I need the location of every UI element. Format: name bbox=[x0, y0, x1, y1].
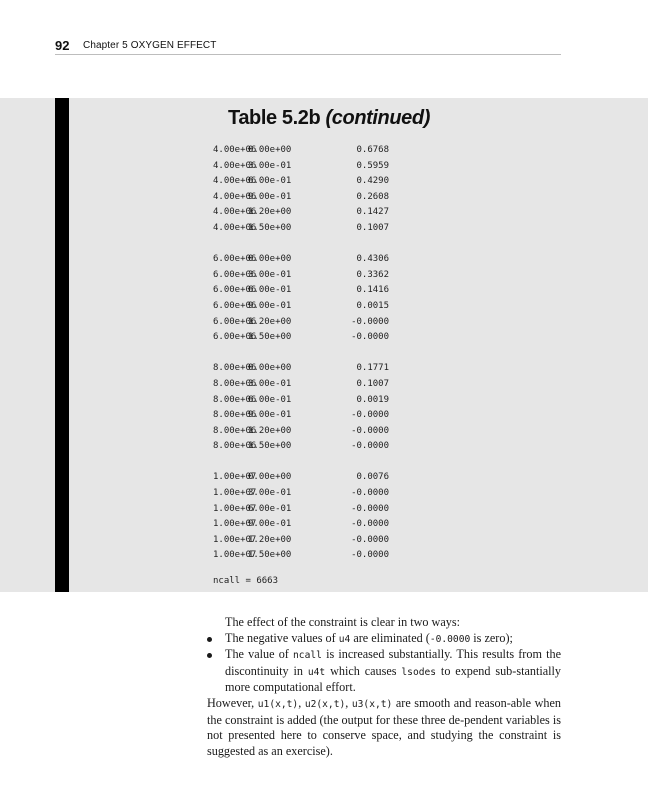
chapter-title: Chapter 5 OXYGEN EFFECT bbox=[83, 40, 217, 51]
u4-value: 0.1771 bbox=[356, 363, 389, 374]
bullet-item bbox=[207, 647, 561, 696]
u4-value: 0.4290 bbox=[356, 176, 389, 187]
table-row bbox=[213, 315, 473, 331]
table-row bbox=[213, 143, 473, 159]
u4-value: -0.0000 bbox=[351, 332, 389, 343]
t-value: 3.00e-01 bbox=[248, 488, 292, 499]
table-title bbox=[228, 107, 430, 130]
text-run: However, bbox=[207, 695, 258, 710]
u4-value: 0.0076 bbox=[356, 472, 389, 483]
x-value: 6.00e+06 bbox=[213, 285, 257, 296]
x-value: 4.00e+06 bbox=[213, 145, 257, 155]
x-value: 8.00e+06 bbox=[213, 363, 257, 374]
u4-value: 0.1427 bbox=[356, 207, 389, 218]
x-value: 1.00e+07 bbox=[213, 519, 257, 530]
x-value: 6.00e+06 bbox=[213, 254, 257, 265]
x-value: 8.00e+06 bbox=[213, 378, 257, 389]
text-run: to expend sub-stantially more computational effort. bbox=[225, 663, 562, 695]
ncall-line: ncall = 6663 bbox=[213, 576, 279, 586]
table-row bbox=[213, 190, 473, 206]
text-run: The negative values of bbox=[225, 630, 339, 645]
x-value: 8.00e+06 bbox=[213, 425, 257, 436]
x-value: 4.00e+06 bbox=[213, 176, 257, 187]
t-value: 9.00e-01 bbox=[248, 519, 292, 530]
t-value: 0.00e+00 bbox=[248, 254, 292, 265]
inline-code: ncall bbox=[293, 650, 322, 662]
bullet-item bbox=[207, 631, 561, 648]
x-value: 1.00e+07 bbox=[213, 503, 257, 514]
x-value: 6.00e+06 bbox=[213, 269, 257, 280]
table-row bbox=[213, 502, 473, 518]
u4-value: -0.0000 bbox=[351, 425, 389, 436]
table-row bbox=[213, 533, 473, 549]
t-value: 1.50e+00 bbox=[248, 222, 292, 233]
text-run: is increased substantially. This results from the discontinuity in bbox=[225, 647, 561, 678]
t-value: 1.20e+00 bbox=[248, 316, 292, 327]
t-value: 0.00e+00 bbox=[248, 472, 292, 483]
table-row bbox=[213, 517, 473, 533]
text-run: , bbox=[298, 695, 305, 710]
x-value: 4.00e+06 bbox=[213, 160, 257, 171]
u4-value: 0.5959 bbox=[356, 160, 389, 171]
body-text bbox=[207, 615, 561, 759]
t-value: 1.50e+00 bbox=[248, 441, 292, 452]
t-value: 6.00e-01 bbox=[248, 394, 292, 405]
t-value: 0.00e+00 bbox=[248, 363, 292, 374]
inline-code: u2(x,t) bbox=[304, 698, 346, 710]
table-row bbox=[213, 361, 473, 377]
t-value: 3.00e-01 bbox=[248, 269, 292, 280]
x-value: 8.00e+06 bbox=[213, 441, 257, 452]
x-value: 8.00e+06 bbox=[213, 410, 257, 421]
table-row bbox=[213, 408, 473, 424]
inline-code: u4t bbox=[307, 666, 326, 678]
t-value: 9.00e-01 bbox=[248, 191, 292, 202]
table-row bbox=[213, 283, 473, 299]
x-value: 1.00e+07 bbox=[213, 488, 257, 499]
x-value: 6.00e+06 bbox=[213, 300, 257, 311]
t-value: 3.00e-01 bbox=[248, 160, 292, 171]
u4-value: -0.0000 bbox=[351, 488, 389, 499]
x-value: 4.00e+06 bbox=[213, 222, 257, 233]
u4-value: 0.0015 bbox=[356, 300, 389, 311]
output-table bbox=[213, 143, 473, 564]
u4-value: -0.0000 bbox=[351, 410, 389, 421]
text-run: , bbox=[345, 695, 352, 710]
t-value: 1.50e+00 bbox=[248, 550, 292, 561]
intro-paragraph: The effect of the constraint is clear in two ways: bbox=[225, 615, 460, 629]
table-row bbox=[213, 174, 473, 190]
t-value: 1.20e+00 bbox=[248, 534, 292, 545]
x-value: 4.00e+06 bbox=[213, 207, 257, 218]
x-value: 6.00e+06 bbox=[213, 316, 257, 327]
text-run: The value of bbox=[225, 647, 294, 662]
u4-value: 0.2608 bbox=[356, 191, 389, 202]
u4-value: -0.0000 bbox=[351, 519, 389, 530]
closing-paragraph bbox=[207, 696, 561, 759]
table-row bbox=[213, 268, 473, 284]
t-value: 9.00e-01 bbox=[248, 300, 292, 311]
u4-value: 0.6768 bbox=[356, 145, 389, 155]
t-value: 6.00e-01 bbox=[248, 285, 292, 296]
text-run: are eliminated ( bbox=[350, 630, 430, 645]
t-value: 3.00e-01 bbox=[248, 378, 292, 389]
table-row bbox=[213, 486, 473, 502]
text-run: which causes bbox=[325, 663, 402, 678]
x-value: 1.00e+07 bbox=[213, 550, 257, 561]
table-row bbox=[213, 377, 473, 393]
x-value: 4.00e+06 bbox=[213, 191, 257, 202]
u4-value: 0.1007 bbox=[356, 222, 389, 233]
text-run: is zero); bbox=[470, 630, 513, 645]
table-title-suffix: (continued) bbox=[325, 107, 430, 129]
x-value: 1.00e+07 bbox=[213, 472, 257, 483]
table-title-label: Table 5.2b bbox=[228, 107, 321, 129]
code-output-block bbox=[0, 98, 648, 592]
table-row bbox=[213, 330, 473, 346]
table-row bbox=[213, 548, 473, 564]
t-value: 1.50e+00 bbox=[248, 332, 292, 343]
table-row bbox=[213, 470, 473, 486]
u4-value: 0.1007 bbox=[356, 378, 389, 389]
t-value: 6.00e-01 bbox=[248, 176, 292, 187]
inline-code: u3(x,t) bbox=[351, 698, 393, 710]
x-value: 8.00e+06 bbox=[213, 394, 257, 405]
inline-code: u1(x,t) bbox=[257, 698, 299, 710]
inline-code: u4 bbox=[338, 633, 351, 645]
table-row bbox=[213, 424, 473, 440]
t-value: 9.00e-01 bbox=[248, 410, 292, 421]
u4-value: -0.0000 bbox=[351, 550, 389, 561]
u4-value: 0.4306 bbox=[356, 254, 389, 265]
running-header bbox=[55, 38, 561, 55]
t-value: 1.20e+00 bbox=[248, 207, 292, 218]
inline-code: -0.0000 bbox=[429, 633, 471, 645]
u4-value: -0.0000 bbox=[351, 503, 389, 514]
table-row bbox=[213, 205, 473, 221]
u4-value: 0.1416 bbox=[356, 285, 389, 296]
x-value: 1.00e+07 bbox=[213, 534, 257, 545]
table-row bbox=[213, 221, 473, 237]
table-row bbox=[213, 252, 473, 268]
table-row bbox=[213, 299, 473, 315]
table-row bbox=[213, 159, 473, 175]
page-number: 92 bbox=[55, 38, 70, 53]
u4-value: 0.0019 bbox=[356, 394, 389, 405]
code-block-bar bbox=[55, 98, 69, 592]
u4-value: -0.0000 bbox=[351, 441, 389, 452]
x-value: 6.00e+06 bbox=[213, 332, 257, 343]
table-row bbox=[213, 393, 473, 409]
u4-value: 0.3362 bbox=[356, 269, 389, 280]
t-value: 1.20e+00 bbox=[248, 425, 292, 436]
inline-code: lsodes bbox=[401, 666, 437, 678]
text-run: are smooth and reason-able when the constraint is added (the output for these three de-pendent variables is not presented here to conserve space, and studying the constraint is suggested as an exercise). bbox=[207, 695, 562, 758]
table-row bbox=[213, 439, 473, 455]
t-value: 6.00e-01 bbox=[248, 503, 292, 514]
t-value: 0.00e+00 bbox=[248, 145, 292, 155]
u4-value: -0.0000 bbox=[351, 534, 389, 545]
u4-value: -0.0000 bbox=[351, 316, 389, 327]
